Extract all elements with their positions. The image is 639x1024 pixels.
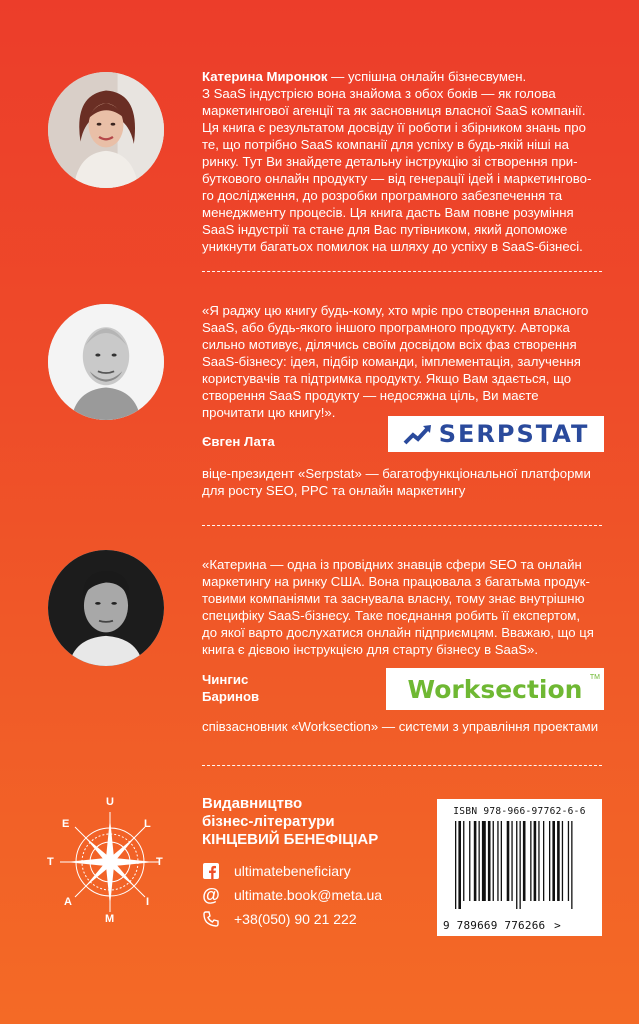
compass-letter: L (144, 818, 151, 830)
section-divider (202, 271, 602, 272)
barcode-bar (534, 821, 537, 901)
testimonial-1-quote: «Я раджу цю книгу будь-кому, хто мріє про створення власного SaaS, або будь-якого іншого програмного продукту. Авторка сильно мотивує, ділячись своїм досвідом всіх фаз створення SaaS-бізнесу: ідея, підбір команди, імплементація, залучення користувачів та підтримка продукту. Якщо Вам здається, що створення SaaS продукту — недосяжна ціль, Ви маєте прочитати цю книгу!». (202, 303, 589, 420)
barcode-bar (458, 821, 461, 909)
barcode-bar (557, 821, 560, 901)
compass-letter: T (47, 856, 54, 868)
phone-icon (202, 910, 220, 928)
barcode-bar (455, 821, 456, 909)
barcode-digits: 9 789669 776266 > (443, 919, 561, 932)
barcode-bar (571, 821, 572, 909)
author-bio: Катерина Миронюк — успішна онлайн бізнесвумен. З SaaS індустрією вона знайома з обох боків — як голова маркетингової агенції та як засновниця власної SaaS компанії. Ця книга є результатом досвіду її роботи і збірником знань про те, що потрібно SaaS компанії для успіху в будь-якій ніші на ринку. Тут Ви знайдете детальну інструкцію зі створення при- буткового онлайн продукту — від генерації ідей і маркетингово- го дослідження, до розробки програмного забезпечення та менеджменту процесів. Ця книга дасть Вам повне розуміння SaaS індустрії та стане для Вас путівником, який допоможе уникнути багатьох помилок на шляху до успіху в SaaS-бізнесі. (202, 69, 592, 254)
barcode-bar (562, 821, 563, 901)
barcode-bar (538, 821, 539, 901)
compass-letter: I (146, 896, 150, 908)
serpstat-logo: SERPSTAT (388, 416, 604, 452)
facebook-contact[interactable]: ultimatebeneficiary (202, 862, 351, 880)
barcode-bar (549, 821, 550, 901)
testimonial-1-desc: віце-президент «Serpstat» — багатофункціональної платформи для росту SEO, PPC та онлайн маркетингу (202, 466, 591, 498)
barcode-bar (552, 821, 555, 901)
testimonial-2-name: Чингис Баринов (202, 672, 260, 704)
publisher-name: Видавництво бізнес-літератури КІНЦЕВИЙ БЕНЕФІЦІАР (202, 795, 379, 848)
facebook-icon (202, 862, 220, 880)
author-name: Катерина Миронюк (202, 69, 328, 84)
barcode-bar (497, 821, 498, 901)
compass-letter: A (64, 896, 72, 908)
barcode-icon (451, 821, 601, 911)
barcode-box (437, 799, 602, 936)
compass-letter: M (105, 913, 115, 925)
barcode-bar (507, 821, 510, 901)
barcode-bar (463, 821, 464, 901)
barcode-bar (530, 821, 531, 901)
barcode-bar (479, 821, 480, 901)
barcode-bar (523, 821, 526, 901)
compass-letter: T (156, 856, 163, 868)
section-divider (202, 525, 602, 526)
at-sign-icon: @ (202, 885, 220, 905)
barcode-bar (482, 821, 486, 901)
barcode-bar (501, 821, 502, 901)
barcode-bar (493, 821, 494, 901)
testimonial-2-quote: «Катерина — одна із провідних знавців сфери SEO та онлайн маркетингу на ринку США. Вона працювала з багатьма продук- товими компаніями та заснувала власну, тому знає внутрішню специфіку SaaS-бізнесу. Таке поєднання робить її експертом, до якої варто дослухатися онлайн підприємцям. Вважаю, що ця книга є дієвою інструкцією для старту бізнесу в SaaS». (202, 557, 594, 657)
section-divider (202, 765, 602, 766)
serpstat-arrow-icon (403, 423, 433, 445)
testimonial-1-name: Євген Лата (202, 434, 275, 449)
testimonial-1-photo (48, 304, 164, 420)
barcode-bar (516, 821, 517, 909)
testimonial-2-photo (48, 550, 164, 666)
compass-letter: U (106, 796, 114, 808)
barcode-bar (511, 821, 512, 901)
barcode-bar (488, 821, 491, 901)
testimonial-2-desc: співзасновник «Worksection» — системи з управління проектами (202, 719, 599, 734)
barcode-bar (474, 821, 477, 901)
barcode-bar (568, 821, 569, 901)
compass-letter: E (62, 818, 70, 830)
author-photo (48, 72, 164, 188)
worksection-logo: Worksection TM (386, 668, 604, 710)
isbn-text: ISBN 978-966-97762-6-6 (453, 806, 586, 817)
email-contact[interactable]: @ ultimate.book@meta.ua (202, 885, 383, 905)
barcode-bar (520, 821, 521, 909)
barcode-bar (469, 821, 470, 901)
phone-contact[interactable]: +38(050) 90 21 222 (202, 910, 357, 928)
barcode-bar (543, 821, 544, 901)
